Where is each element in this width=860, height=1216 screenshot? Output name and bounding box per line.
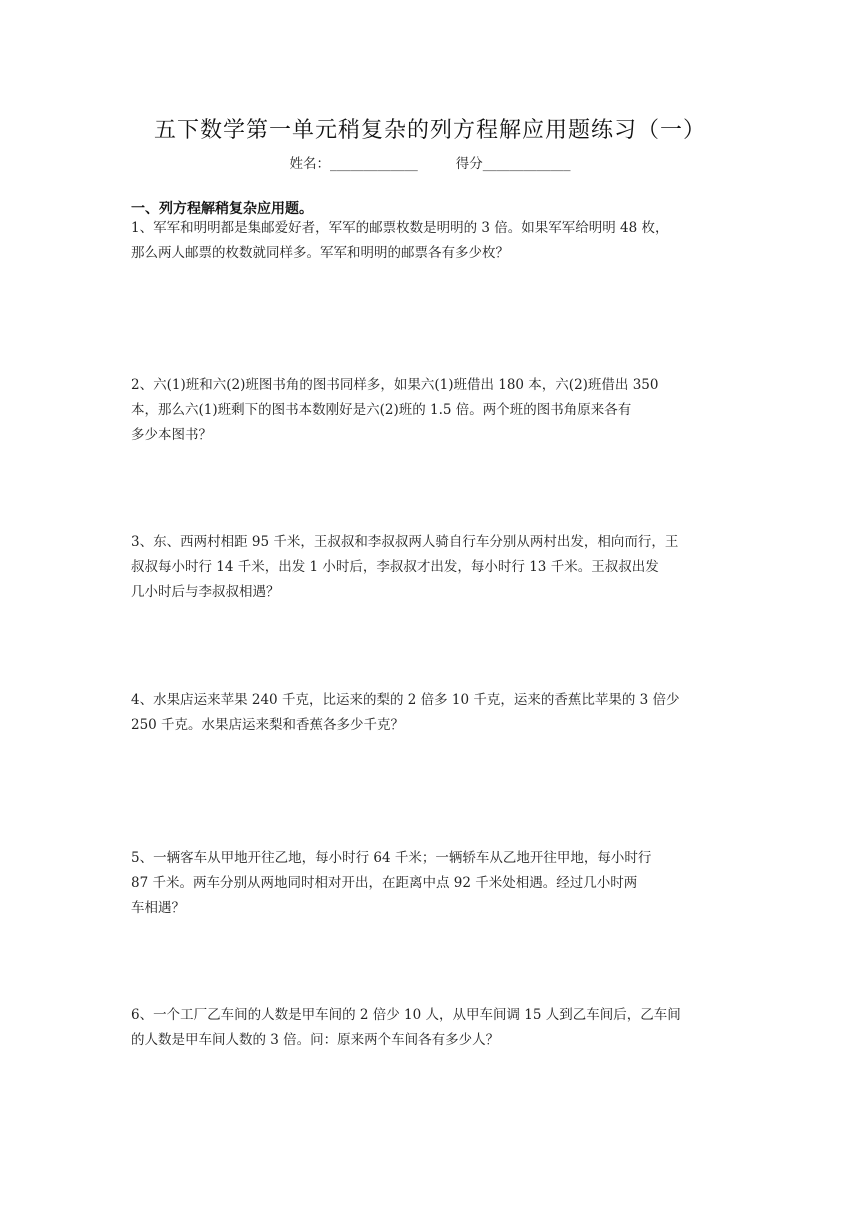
page-title: 五下数学第一单元稍复杂的列方程解应用题练习（一） — [153, 118, 706, 143]
question-line: 几小时后与李叔叔相遇？ — [131, 584, 280, 600]
question-line: 的人数是甲车间人数的 3 倍。问：原来两个车间各有多少人？ — [131, 1032, 500, 1048]
question-line: 多少本图书？ — [131, 427, 212, 443]
question-line: 3、东、西两村相距 95 千米，王叔叔和李叔叔两人骑自行车分别从两村出发，相向而行，王 — [131, 534, 679, 550]
question-line: 本，那么六(1)班剩下的图书本数刚好是六(2)班的 1.5 倍。两个班的图书角原来各有 — [131, 402, 632, 418]
question-line: 叔叔每小时行 14 千米，出发 1 小时后，李叔叔才出发，每小时行 13 千米。王叔叔出发 — [131, 559, 659, 575]
question-line: 4、水果店运来苹果 240 千克，比运来的梨的 2 倍多 10 千克，运来的香蕉比苹果的 3 倍少 — [131, 692, 680, 708]
question-line: 1、军军和明明都是集邮爱好者，军军的邮票枚数是明明的 3 倍。如果军军给明明 48 枚， — [131, 220, 669, 236]
question-5 — [131, 846, 741, 921]
student-info-line — [0, 152, 860, 172]
question-4 — [131, 688, 741, 738]
question-1 — [131, 216, 741, 266]
score-blank: _____________ — [482, 156, 571, 172]
score-label: 得分 — [455, 156, 483, 172]
question-line: 87 千米。两车分别从两地同时相对开出，在距离中点 92 千米处相遇。经过几小时两 — [131, 875, 638, 891]
question-6 — [131, 1003, 741, 1053]
section-heading: 一、列方程解稍复杂应用题。 — [131, 201, 313, 217]
question-line: 6、一个工厂乙车间的人数是甲车间的 2 倍少 10 人，从甲车间调 15 人到乙车间后，乙车间 — [131, 1007, 681, 1023]
question-2 — [131, 373, 741, 448]
question-line: 那么两人邮票的枚数就同样多。军军和明明的邮票各有多少枚？ — [131, 245, 509, 261]
question-line: 2、六(1)班和六(2)班图书角的图书同样多，如果六(1)班借出 180 本，六(2)班借出 350 — [131, 377, 659, 393]
question-line: 250 千克。水果店运来梨和香蕉各多少千克？ — [131, 717, 405, 733]
question-line: 5、一辆客车从甲地开往乙地，每小时行 64 千米；一辆轿车从乙地开往甲地，每小时行 — [131, 850, 652, 866]
question-3 — [131, 530, 741, 605]
question-line: 车相遇？ — [131, 900, 185, 916]
name-blank: _____________ — [330, 156, 418, 172]
name-label: 姓名： — [289, 156, 330, 172]
